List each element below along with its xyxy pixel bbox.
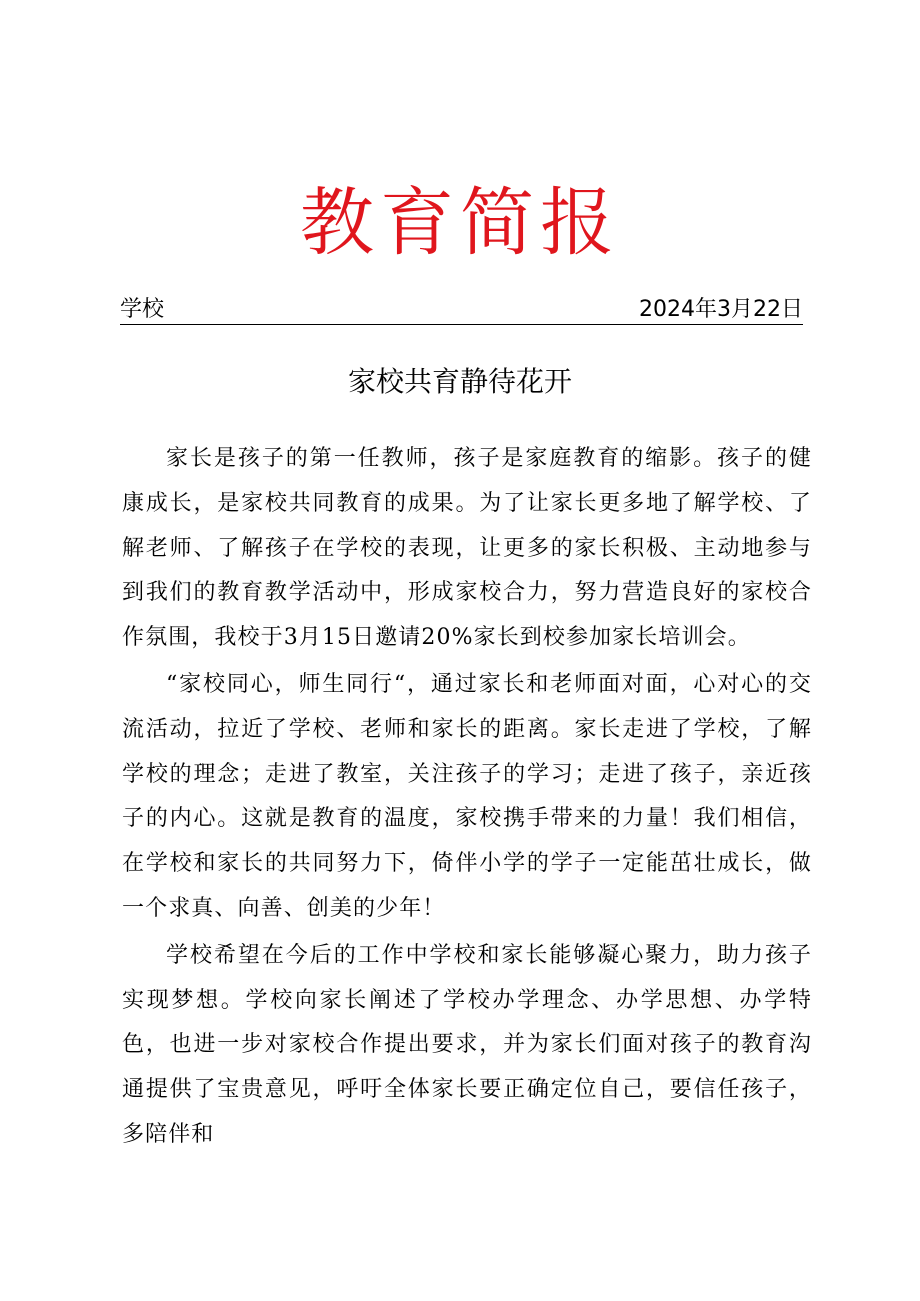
issue-date: 2024年3月22日 [639, 297, 803, 322]
info-row [120, 296, 803, 325]
newsletter-masthead: 教育简报 [300, 180, 620, 266]
paragraph-3: 学校希望在今后的工作中学校和家长能够凝心聚力，助力孩子实现梦想。学校向家长阐述了学校办学理念、办学思想、办学特色，也进一步对家校合作提出要求，并为家长们面对孩子的教育沟通提供了宝贵意见，呼吁全体家长要正确定位自己，要信任孩子，多陪伴和 [122, 942, 812, 1147]
article-title: 家校共育静待花开 [347, 365, 572, 398]
article-body [122, 437, 812, 1160]
paragraph-2: “家校同心，师生同行“，通过家长和老师面对面，心对心的交流活动，拉近了学校、老师和家长的距离。家长走进了学校，了解学校的理念；走进了教室，关注孩子的学习；走进了孩子，亲近孩子的内心。这就是教育的温度，家校携手带来的力量！我们相信，在学校和家长的共同努力下，倚伴小学的学子一定能茁壮成长，做一个求真、向善、创美的少年！ [122, 671, 812, 921]
paragraph-1: 家长是孩子的第一任教师，孩子是家庭教育的缩影。孩子的健康成长，是家校共同教育的成果。为了让家长更多地了解学校、了解老师、了解孩子在学校的表现，让更多的家长积极、主动地参与到我们的教育教学活动中，形成家校合力，努力营造良好的家校合作氛围，我校于3月15日邀请20%家长到校参加家长培训会。 [122, 446, 812, 651]
school-label: 学校 [120, 297, 165, 322]
